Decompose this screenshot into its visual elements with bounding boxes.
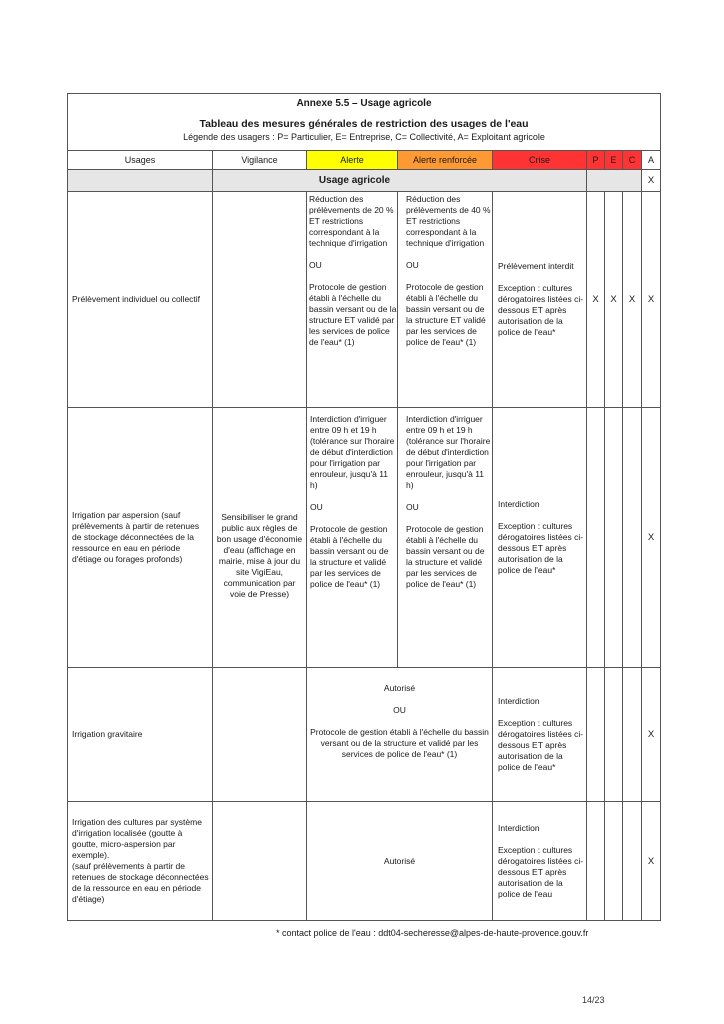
page-number: 14/23 <box>582 995 605 1005</box>
table-title: Tableau des mesures générales de restriction des usages de l'eau <box>199 118 529 130</box>
row2-usage-text: Irrigation par aspersion (sauf prélèvements à partir de retenues de stockage déconnectées de la ressource en eau en période d'étiage ou forages profonds) <box>72 510 200 564</box>
col-p: P <box>587 151 604 169</box>
row1-c: X <box>628 294 636 305</box>
col-c: C <box>623 151 641 169</box>
row1-usage-text: Prélèvement individuel ou collectif <box>72 294 201 304</box>
table-header <box>68 94 660 150</box>
annex-title: Annexe 5.5 – Usage agricole <box>296 98 432 109</box>
col-crise: Crise <box>493 151 586 169</box>
row1-e: X <box>610 294 617 305</box>
section-usage-agricole: Usage agricole <box>68 170 641 191</box>
legend-text: Légende des usagers : P= Particulier, E= Entreprise, C= Collectivité, A= Exploitant agricole <box>183 132 545 142</box>
row1-alerte-renforcee: Réduction des prélèvements de 40 % ET restrictions correspondant à la technique d'irrigation OU Protocole de gestion établi à l'échelle du bassin versant ou de la structure ET validé par les services de police de l'eau* (1) <box>406 194 491 347</box>
row2-usage <box>72 408 210 667</box>
row3-usage <box>72 668 210 801</box>
col-alerte-renforcee: Alerte renforcée <box>398 151 492 169</box>
vline-p-header <box>604 151 605 169</box>
row2-alerte: Interdiction d'irriguer entre 09 h et 19 h (tolérance sur l'horaire de début d'interdiction pour l'irrigation par enrouleur, jusqu'à 11 h) OU Protocole de gestion établi à l'échelle du bassin versant ou de la structure et validé par les services de police de l'eau* (1) <box>310 414 395 589</box>
row3-alerte-merged: Autorisé OU Protocole de gestion établi à l'échelle du bassin versant ou de la structure et validé par les services de police de l'eau* (1) <box>310 683 489 759</box>
vline-renforcee-header <box>492 151 493 169</box>
vline-vigilance-header <box>306 151 307 169</box>
row4-crise: Interdiction Exception : cultures dérogatoires listées ci-dessous ET après autorisation de la police de l'eau <box>498 822 584 899</box>
col-usages: Usages <box>124 155 156 165</box>
footnote-contact: * contact police de l'eau : ddt04-secheresse@alpes-de-haute-provence.gouv.fr <box>276 928 589 938</box>
vigilance-text: Sensibiliser le grand public aux règles de bon usage d'économie d'eau (affichage en mairie, mise à jour du site VigiEau, communication par voie de Presse) <box>216 512 303 599</box>
vline-alerte-header <box>397 151 398 169</box>
col-a: A <box>647 155 654 165</box>
row3-a: X <box>647 729 655 740</box>
row1-p: X <box>592 294 599 305</box>
col-e: E <box>605 151 622 169</box>
vline-alerte <box>397 192 398 667</box>
row4-usage: Irrigation des cultures par système d'irrigation localisée (goutte à goutte, micro-aspersion par exemple). (sauf prélèvements à partir de retenues de stockage déconnectées de la ressource en eau en période d'étiage) <box>72 817 209 904</box>
row2-crise: Interdiction Exception : cultures dérogatoires listées ci-dessous ET après autorisation de la police de l'eau* <box>498 499 584 575</box>
row2-a: X <box>647 532 655 543</box>
row4-alerte-merged: Autorisé <box>383 855 416 866</box>
row1-usage <box>72 192 210 407</box>
col-alerte: Alerte <box>307 151 397 169</box>
row1-crise: Prélèvement interdit Exception : cultures dérogatoires listées ci-dessous ET après autorisation de la police de l'eau* <box>498 261 584 337</box>
row3-crise: Interdiction Exception : cultures dérogatoires listées ci-dessous ET après autorisation de la police de l'eau* <box>498 696 584 772</box>
row4-a: X <box>647 855 655 867</box>
vline-renforcee <box>492 192 493 920</box>
section-a-mark: X <box>647 175 655 186</box>
row1-alerte: Réduction des prélèvements de 20 % ET restrictions correspondant à la technique d'irrigation OU Protocole de gestion établi à l'échelle du bassin versant ou de la structure ET validé par les services de police de l'eau* (1) <box>309 194 397 347</box>
row3-usage-text: Irrigation gravitaire <box>72 729 143 739</box>
col-vigilance: Vigilance <box>241 155 278 165</box>
vline-e-header <box>622 151 623 169</box>
vigilance-cell <box>213 192 306 920</box>
row1-a: X <box>647 294 655 305</box>
row2-alerte-renforcee: Interdiction d'irriguer entre 09 h et 19 h (tolérance sur l'horaire de début d'interdiction pour l'irrigation par enrouleur, jusqu'à 11 h) OU Protocole de gestion établi à l'échelle du bassin versant ou de la structure et validé par les services de police de l'eau* (1) <box>406 414 491 589</box>
